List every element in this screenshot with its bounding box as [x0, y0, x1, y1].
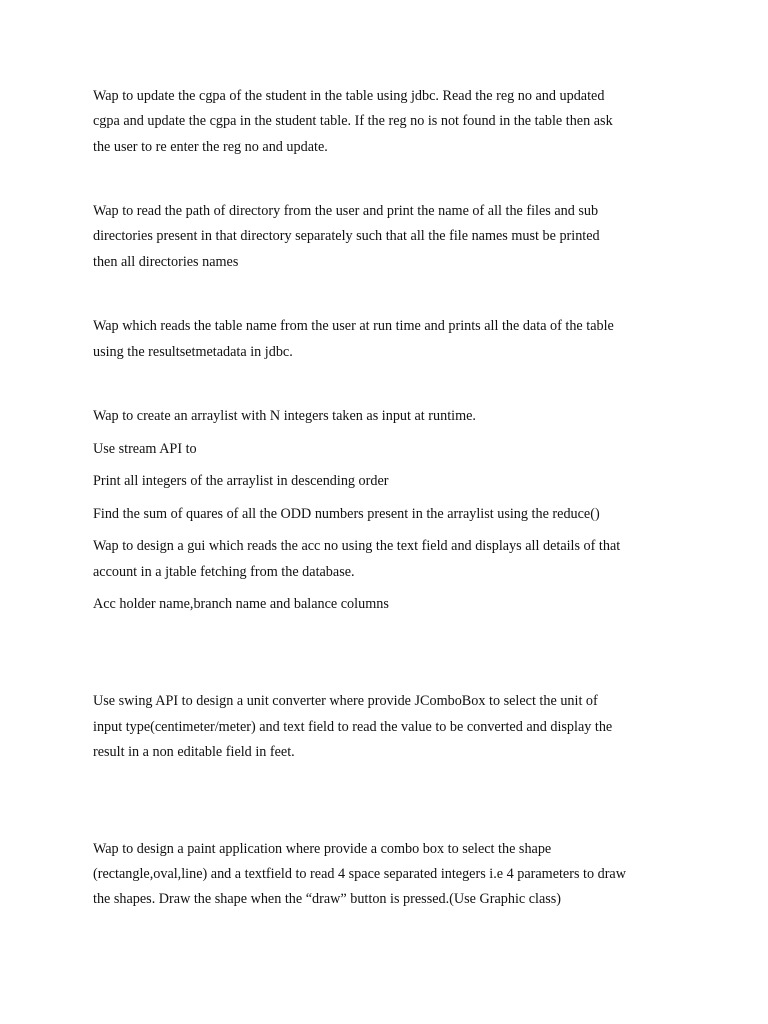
q2-line-3: then all directories names — [93, 254, 239, 270]
q1-line-3: the user to re enter the reg no and update. — [93, 139, 328, 155]
q6-line-2: input type(centimeter/meter) and text field to read the value to be converted and display the — [93, 719, 613, 735]
q5-line-3: Acc holder name,branch name and balance columns — [93, 596, 389, 612]
q5-line-2: account in a jtable fetching from the database. — [93, 564, 355, 580]
q6-line-3: result in a non editable field in feet. — [93, 744, 295, 760]
q6-line-1: Use swing API to design a unit converter where provide JComboBox to select the unit of — [93, 693, 598, 709]
q2-line-1: Wap to read the path of directory from the user and print the name of all the files and sub — [93, 203, 599, 219]
q7-line-2: (rectangle,oval,line) and a textfield to read 4 space separated integers i.e 4 parameters to draw — [93, 866, 626, 882]
q2-line-2: directories present in that directory separately such that all the file names must be printed — [93, 228, 600, 244]
q3-line-1: Wap which reads the table name from the user at run time and prints all the data of the table — [93, 318, 614, 334]
q4-line-1: Wap to create an arraylist with N integers taken as input at runtime. — [93, 408, 476, 424]
q1-line-1: Wap to update the cgpa of the student in the table using jdbc. Read the reg no and updated — [93, 88, 605, 104]
q4-line-4: Find the sum of quares of all the ODD numbers present in the arraylist using the reduce() — [93, 506, 600, 522]
q5-line-1: Wap to design a gui which reads the acc no using the text field and displays all details of that — [93, 538, 621, 554]
q1-line-2: cgpa and update the cgpa in the student table. If the reg no is not found in the table then ask — [93, 113, 613, 129]
q7-line-1: Wap to design a paint application where provide a combo box to select the shape — [93, 841, 552, 857]
q4-line-3: Print all integers of the arraylist in descending order — [93, 473, 389, 489]
q3-line-2: using the resultsetmetadata in jdbc. — [93, 344, 293, 360]
q7-line-3: the shapes. Draw the shape when the “draw” button is pressed.(Use Graphic class) — [93, 891, 562, 907]
q4-line-2: Use stream API to — [93, 441, 197, 457]
